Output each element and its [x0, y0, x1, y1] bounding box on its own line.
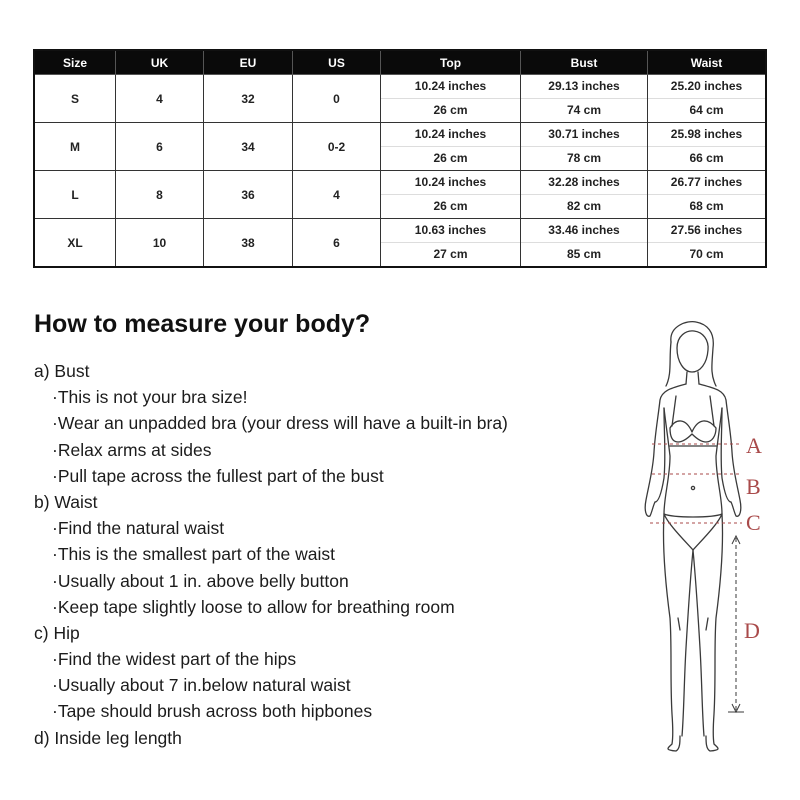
cell-top-cm: 26 cm: [381, 98, 520, 122]
cell-bust-cm: 82 cm: [521, 194, 647, 218]
guide-section-label: b) Waist: [34, 491, 98, 512]
guide-section-label: a) Bust: [34, 361, 90, 381]
body-outline: [645, 322, 741, 751]
cell-bust-cm: 74 cm: [521, 98, 647, 122]
cell-top-inches: 10.24 inches: [414, 127, 487, 141]
cell-waist: [648, 219, 767, 268]
col-header-top: Top: [381, 50, 521, 75]
cell-bust-cm: 78 cm: [521, 146, 647, 170]
cell-top-cm: 26 cm: [381, 146, 520, 170]
cell-waist-cm: 70 cm: [648, 242, 765, 266]
cell-waist-inches: 27.56 inches: [670, 223, 743, 237]
cell-us: 0: [293, 75, 381, 123]
guide-tip: ·Pull tape across the fullest part of the bust: [52, 465, 384, 486]
col-header-waist: Waist: [648, 50, 767, 75]
table-row: [34, 171, 766, 219]
cell-waist-cm: 64 cm: [648, 98, 765, 122]
cell-uk: 10: [116, 219, 204, 268]
col-header-us: US: [293, 50, 381, 75]
cell-bust-inches: 29.13 inches: [548, 79, 620, 93]
body-measurement-figure: [626, 318, 786, 758]
cell-waist-inches: 25.98 inches: [670, 127, 743, 141]
cell-us: 0-2: [293, 123, 381, 171]
cell-size: L: [34, 171, 116, 219]
col-header-eu: EU: [204, 50, 293, 75]
guide-section-label: d) Inside leg length: [34, 727, 182, 748]
leg-length-arrow: [728, 536, 744, 712]
cell-us: 4: [293, 171, 381, 219]
col-header-size: Size: [34, 50, 116, 75]
guide-tip: ·Keep tape slightly loose to allow for breathing room: [52, 596, 455, 617]
table-row: [34, 123, 766, 171]
cell-top: [381, 123, 521, 171]
cell-uk: 6: [116, 123, 204, 171]
cell-us: 6: [293, 219, 381, 268]
guide-title: How to measure your body?: [34, 310, 371, 338]
cell-size: S: [34, 75, 116, 123]
cell-waist-cm: 66 cm: [648, 146, 765, 170]
cell-eu: 32: [204, 75, 293, 123]
table-row: [34, 75, 766, 123]
cell-top: [381, 171, 521, 219]
cell-top: [381, 75, 521, 123]
cell-eu: 34: [204, 123, 293, 171]
guide-tip: ·Usually about 1 in. above belly button: [52, 570, 349, 591]
marker-c: C: [746, 510, 761, 535]
marker-d: D: [744, 618, 760, 643]
cell-waist-inches: 25.20 inches: [670, 79, 743, 93]
cell-bust-inches: 33.46 inches: [548, 223, 620, 237]
cell-waist: [648, 75, 767, 123]
guide-tip: ·Find the widest part of the hips: [52, 649, 297, 670]
cell-bust-inches: 30.71 inches: [548, 127, 620, 141]
guide-tip: ·Usually about 7 in.below natural waist: [52, 675, 351, 696]
cell-top-inches: 10.24 inches: [414, 79, 487, 93]
cell-uk: 8: [116, 171, 204, 219]
guide-section-label: c) Hip: [34, 622, 80, 643]
cell-bust-cm: 85 cm: [521, 242, 647, 266]
cell-bust: [521, 219, 648, 268]
cell-bust: [521, 123, 648, 171]
marker-b: B: [746, 474, 761, 499]
cell-waist-cm: 68 cm: [648, 194, 765, 218]
guide-tip: ·This is the smallest part of the waist: [52, 544, 336, 565]
cell-waist: [648, 171, 767, 219]
table-header-row: [34, 50, 766, 75]
cell-top: [381, 219, 521, 268]
cell-top-cm: 27 cm: [381, 242, 520, 266]
cell-size: XL: [34, 219, 116, 268]
size-chart-table: [33, 49, 767, 268]
col-header-bust: Bust: [521, 50, 648, 75]
cell-top-inches: 10.24 inches: [414, 175, 487, 189]
cell-bust: [521, 171, 648, 219]
cell-top-inches: 10.63 inches: [414, 223, 487, 237]
marker-a: A: [746, 433, 762, 458]
table-row: [34, 219, 766, 268]
cell-eu: 38: [204, 219, 293, 268]
col-header-uk: UK: [116, 50, 204, 75]
cell-bust-inches: 32.28 inches: [548, 175, 620, 189]
cell-bust: [521, 75, 648, 123]
guide-tip: ·This is not your bra size!: [52, 387, 248, 408]
cell-top-cm: 26 cm: [381, 194, 520, 218]
cell-waist-inches: 26.77 inches: [670, 175, 743, 189]
cell-eu: 36: [204, 171, 293, 219]
measurement-guide: [34, 358, 508, 751]
cell-size: M: [34, 123, 116, 171]
guide-tip: ·Relax arms at sides: [52, 439, 212, 460]
cell-uk: 4: [116, 75, 204, 123]
cell-waist: [648, 123, 767, 171]
guide-tip: ·Tape should brush across both hipbones: [52, 701, 373, 722]
guide-tip: ·Find the natural waist: [52, 518, 225, 539]
guide-tip: ·Wear an unpadded bra (your dress will have a built-in bra): [52, 413, 508, 434]
